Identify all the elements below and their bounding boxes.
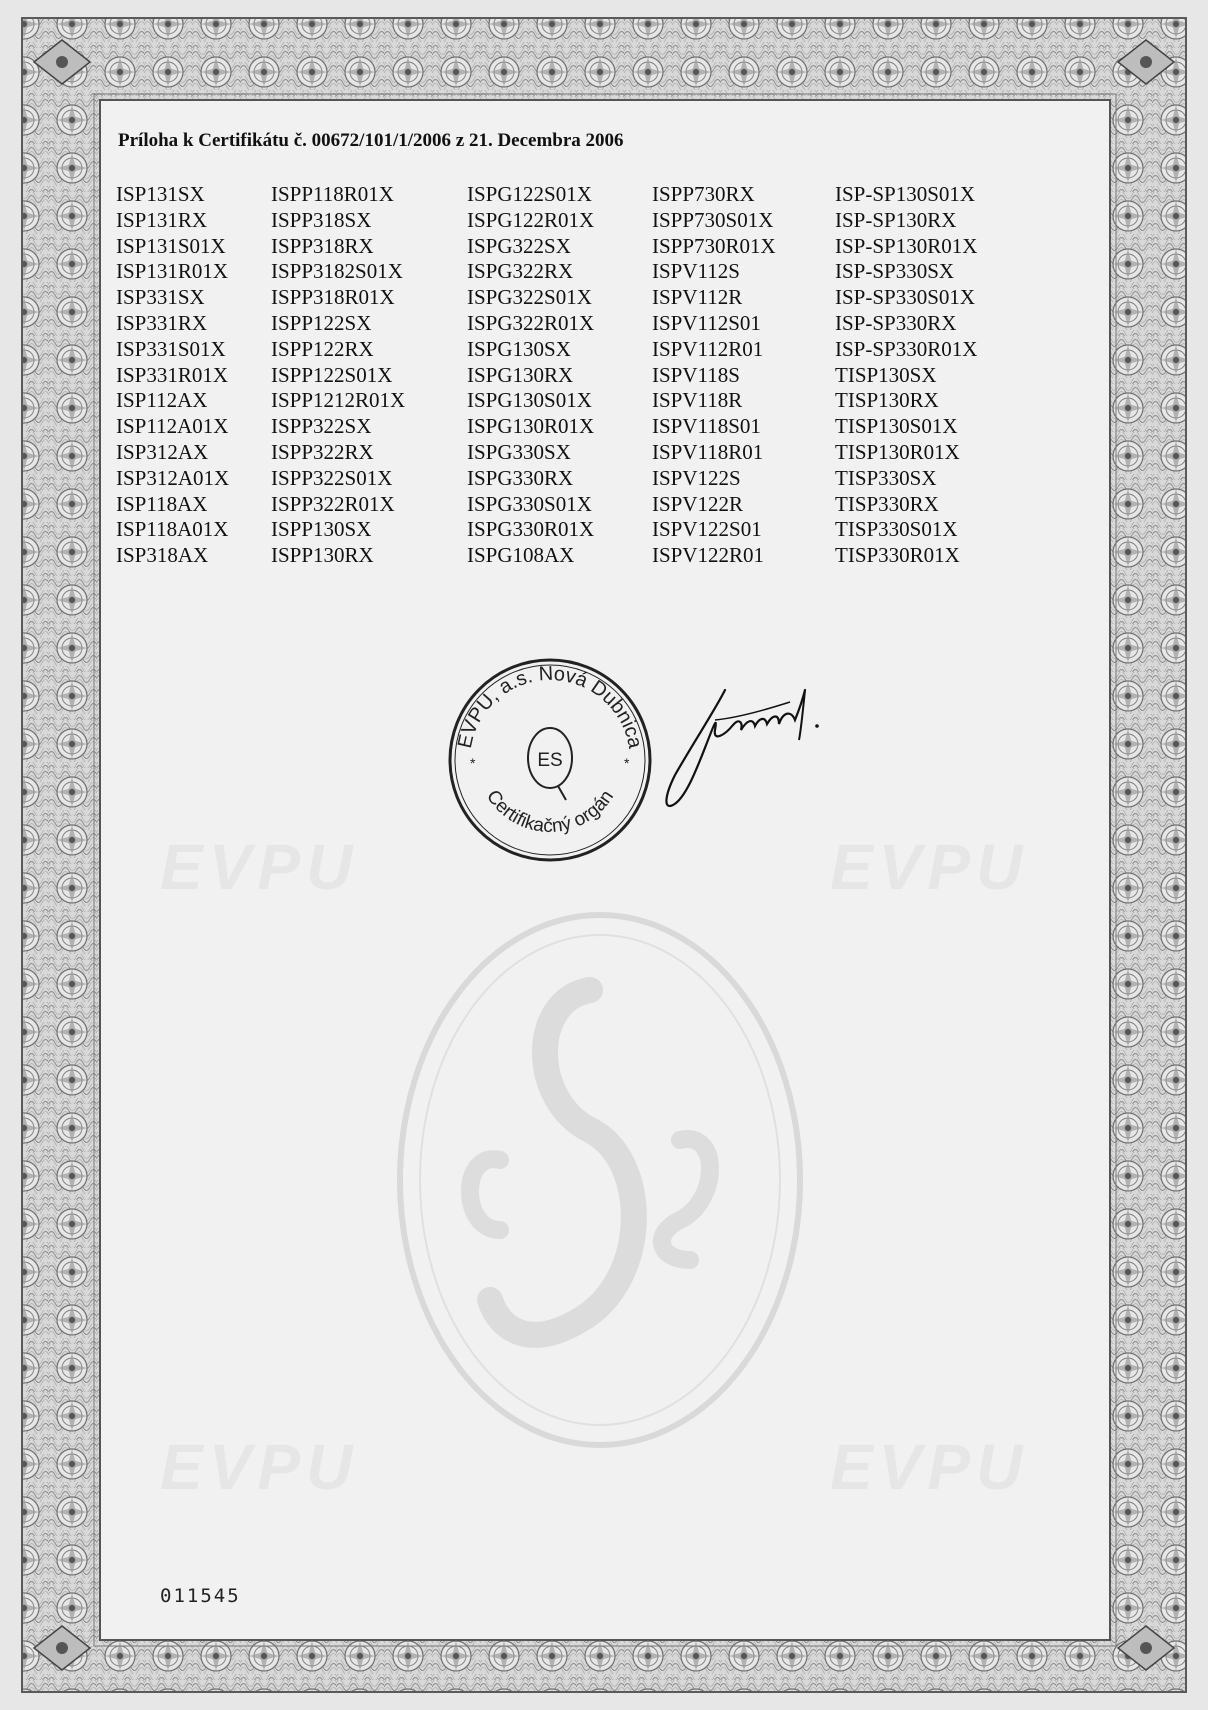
product-code: ISPP3182S01X <box>271 259 403 284</box>
product-code: ISPG122S01X <box>467 182 592 206</box>
product-code: ISPV112S <box>652 259 740 284</box>
product-code: ISPG130SX <box>467 336 571 361</box>
document-title: Príloha k Certifikátu č. 00672/101/1/2006 z 21. Decembra 2006 <box>118 130 624 151</box>
certification-stamp <box>440 650 660 870</box>
product-column-2 <box>271 182 405 569</box>
product-column-1 <box>116 182 229 569</box>
product-code: ISPG130RX <box>467 362 574 387</box>
product-code: ISPP318RX <box>271 233 374 258</box>
product-code: ISP331R01X <box>116 362 229 387</box>
product-column-3 <box>467 182 594 569</box>
product-code: TISP130R01X <box>835 439 960 464</box>
product-code: ISP331RX <box>116 310 208 335</box>
product-code: ISPV118R <box>652 388 743 413</box>
product-code: ISPP322S01X <box>271 465 393 490</box>
product-code: ISP-SP330RX <box>835 310 957 335</box>
product-code: ISPV118R01 <box>652 439 764 464</box>
product-code: ISPP730RX <box>652 182 755 206</box>
product-code: ISP131R01X <box>116 259 229 284</box>
product-code: ISP131SX <box>116 182 205 206</box>
product-code: ISPG130S01X <box>467 388 592 413</box>
product-column-4 <box>652 182 776 569</box>
product-code: TISP130RX <box>835 388 939 413</box>
product-code: ISP118AX <box>116 491 208 516</box>
product-code: ISP131S01X <box>116 233 226 258</box>
watermark-text <box>160 830 358 904</box>
handwritten-signature <box>655 680 845 815</box>
product-code: ISPP322R01X <box>271 491 395 516</box>
product-code: ISP112AX <box>116 388 208 413</box>
product-code: ISP312AX <box>116 439 209 464</box>
product-code: ISP-SP130R01X <box>835 233 978 258</box>
watermark-text <box>160 1430 358 1504</box>
svg-text:*: * <box>470 755 476 771</box>
product-code: ISP-SP330S01X <box>835 285 976 310</box>
product-code: ISPP130RX <box>271 543 374 568</box>
product-code: ISPV118S <box>652 362 740 387</box>
product-code: TISP330RX <box>835 491 939 516</box>
svg-text:Certifikačný orgán <box>482 786 618 837</box>
product-code: ISPG108AX <box>467 543 575 568</box>
product-code: ISPG330S01X <box>467 491 592 516</box>
product-code: ISPG330SX <box>467 439 571 464</box>
product-code: ISPG322R01X <box>467 310 595 335</box>
product-code: ISPV112R01 <box>652 336 764 361</box>
svg-text:EVPU, a.s. Nová Dubnica <box>454 663 646 751</box>
product-code: ISP331SX <box>116 285 205 310</box>
stamp-bottom-text: Certifikačný orgán <box>481 786 618 838</box>
product-code: ISP131RX <box>116 207 208 232</box>
product-code: ISPV118S01 <box>652 414 761 439</box>
product-code: ISPP730S01X <box>652 207 774 232</box>
product-code: ISPG330R01X <box>467 517 595 542</box>
product-code: ISPG322RX <box>467 259 574 284</box>
product-code: ISP331S01X <box>116 336 226 361</box>
product-code: ISPP318R01X <box>271 285 395 310</box>
product-code: ISPP122S01X <box>271 362 393 387</box>
product-code: TISP330SX <box>835 465 937 490</box>
product-code: ISPV122S <box>652 465 741 490</box>
stamp-logo: ES <box>537 750 563 771</box>
product-code: ISPG130R01X <box>467 414 595 439</box>
product-code: ISPP318SX <box>271 207 372 232</box>
product-code: ISP118A01X <box>116 517 229 542</box>
product-code: TISP130SX <box>835 362 937 387</box>
product-code: ISPP322SX <box>271 414 372 439</box>
product-code: ISP-SP130S01X <box>835 182 976 206</box>
product-code: ISPP122SX <box>271 310 372 335</box>
stamp-top-text: EVPU, a.s. Nová Dubnica <box>453 662 647 751</box>
product-code: ISPG330RX <box>467 465 574 490</box>
product-code: ISPV112S01 <box>652 310 761 335</box>
product-code: ISPP118R01X <box>271 182 394 206</box>
product-code: ISPV112R <box>652 285 743 310</box>
watermark-text <box>830 1430 1028 1504</box>
svg-text:*: * <box>624 755 630 771</box>
product-code: ISPG322S01X <box>467 285 592 310</box>
product-code: ISPV122R01 <box>652 543 765 568</box>
product-code: ISP-SP330R01X <box>835 336 978 361</box>
product-code: ISP-SP330SX <box>835 259 955 284</box>
product-code: ISPP1212R01X <box>271 388 406 413</box>
product-code: ISPG122R01X <box>467 207 595 232</box>
product-code: ISPP322RX <box>271 439 374 464</box>
product-code: ISP312A01X <box>116 465 230 490</box>
watermark-emblem <box>380 900 820 1460</box>
product-code: ISP-SP130RX <box>835 207 957 232</box>
product-code: TISP330S01X <box>835 517 958 542</box>
product-code: ISPV122R <box>652 491 744 516</box>
product-code: ISPV122S01 <box>652 517 762 542</box>
serial-number: 011545 <box>160 1585 241 1607</box>
watermark-text <box>830 830 1028 904</box>
product-code: TISP130S01X <box>835 414 958 439</box>
product-code: ISPP730R01X <box>652 233 776 258</box>
product-code: ISPP122RX <box>271 336 374 361</box>
product-column-5 <box>835 182 977 569</box>
product-code: ISP112A01X <box>116 414 229 439</box>
product-code: ISPG322SX <box>467 233 571 258</box>
product-code: ISPP130SX <box>271 517 372 542</box>
product-code: TISP330R01X <box>835 543 960 568</box>
product-code: ISP318AX <box>116 543 209 568</box>
